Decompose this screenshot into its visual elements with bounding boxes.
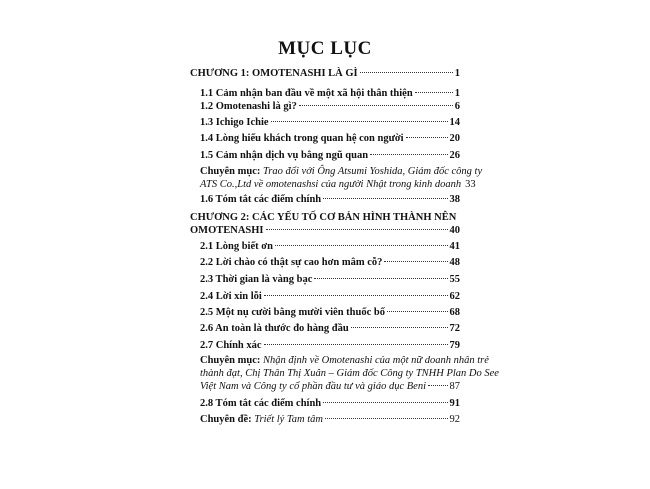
dot-leader xyxy=(428,385,448,386)
item-title: 1.5 Cảm nhận dịch vụ bằng ngũ quan xyxy=(200,150,369,161)
toc-chapter-2[interactable] xyxy=(190,211,460,237)
item-title: 1.3 Ichigo Ichie xyxy=(200,117,269,128)
item-page: 1 xyxy=(454,88,460,99)
item-page: 26 xyxy=(449,150,460,161)
item-page: 91 xyxy=(449,398,460,409)
dot-leader xyxy=(323,198,447,199)
special-page: 33 xyxy=(465,179,476,190)
dot-leader xyxy=(271,121,448,122)
dot-leader xyxy=(314,278,447,279)
toc-item-1-4[interactable] xyxy=(200,133,460,144)
dot-leader xyxy=(351,327,448,328)
item-title: 1.4 Lòng hiếu khách trong quan hệ con người xyxy=(200,133,404,144)
item-title: 2.7 Chính xác xyxy=(200,340,262,351)
item-page: 79 xyxy=(449,340,460,351)
item-page: 48 xyxy=(449,257,460,268)
item-title: 1.1 Cảm nhận ban đầu về một xã hội thân thiện xyxy=(200,88,413,99)
special-page: 87 xyxy=(449,381,460,392)
topic-text: Triết lý Tam tâm xyxy=(251,414,324,425)
item-title: 2.8 Tóm tắt các điểm chính xyxy=(200,398,322,409)
item-title: 2.1 Lòng biết ơn xyxy=(200,241,273,252)
item-title: 2.2 Lời chào có thật sự cao hơn mâm cỗ? xyxy=(200,257,383,268)
toc-item-1-5[interactable] xyxy=(200,150,460,161)
item-page: 20 xyxy=(449,133,460,144)
chapter-1-page: 1 xyxy=(454,68,460,79)
toc-item-2-1[interactable] xyxy=(200,241,460,252)
toc-item-2-7[interactable] xyxy=(200,340,460,351)
item-page: 6 xyxy=(454,101,460,112)
dot-leader xyxy=(323,402,447,403)
dot-leader xyxy=(384,261,447,262)
item-title: 1.2 Omotenashi là gì? xyxy=(200,101,297,112)
dot-leader xyxy=(266,229,448,230)
toc-title: MỤC LỤC xyxy=(278,38,372,59)
toc-item-1-2[interactable] xyxy=(200,101,460,112)
dot-leader xyxy=(264,344,448,345)
special-label: Chuyên mục: xyxy=(200,355,261,366)
special-text: ATS Co.,Ltd về omotenashsi của người Nhật trong kinh doanh xyxy=(200,179,462,190)
item-page: 41 xyxy=(449,241,460,252)
topic-label: Chuyên đề: xyxy=(200,414,252,425)
item-page: 62 xyxy=(449,291,460,302)
toc-item-2-4[interactable] xyxy=(200,291,460,302)
item-page: 68 xyxy=(449,307,460,318)
toc-item-1-6[interactable] xyxy=(200,194,460,205)
item-title: 1.6 Tóm tắt các điểm chính xyxy=(200,194,322,205)
dot-leader xyxy=(360,72,453,73)
dot-leader xyxy=(264,295,448,296)
toc-special-1[interactable] xyxy=(200,165,483,191)
item-page: 14 xyxy=(449,117,460,128)
item-page: 38 xyxy=(449,194,460,205)
item-title: 2.3 Thời gian là vàng bạc xyxy=(200,274,313,285)
dot-leader xyxy=(370,154,447,155)
special-text: Nhận định về Omotenashi của một nữ doanh nhân trẻ xyxy=(260,355,489,366)
toc-chapter-1[interactable] xyxy=(190,68,460,79)
chapter-2-page: 40 xyxy=(449,225,460,236)
chapter-2-title: CHƯƠNG 2: CÁC YẾU TỐ CƠ BẢN HÌNH THÀNH NÊN xyxy=(190,212,457,223)
special-text: Trao đổi với Ông Atsumi Yoshida, Giám đốc công ty xyxy=(260,166,483,177)
dot-leader xyxy=(406,137,448,138)
dot-leader xyxy=(387,311,448,312)
chapter-2-title: OMOTENASHI xyxy=(190,225,264,236)
chapter-1-title: CHƯƠNG 1: OMOTENASHI LÀ GÌ xyxy=(190,68,358,79)
topic-page: 92 xyxy=(449,414,460,425)
special-text: Việt Nam và Công ty cổ phần đầu tư và giáo dục Beni xyxy=(200,381,426,392)
toc-item-2-5[interactable] xyxy=(200,307,460,318)
item-title: 2.4 Lời xin lỗi xyxy=(200,291,262,302)
dot-leader xyxy=(325,418,447,419)
dot-leader xyxy=(299,105,453,106)
item-title: 2.6 An toàn là thước đo hàng đầu xyxy=(200,323,349,334)
item-page: 55 xyxy=(449,274,460,285)
special-label: Chuyên mục: xyxy=(200,166,261,177)
toc-item-2-8[interactable] xyxy=(200,398,460,409)
dot-leader xyxy=(275,245,448,246)
toc-special-2[interactable] xyxy=(200,354,499,393)
dot-leader xyxy=(415,92,453,93)
toc-item-1-1[interactable] xyxy=(200,88,460,99)
toc-item-1-3[interactable] xyxy=(200,117,460,128)
special-text: thành đạt, Chị Thân Thị Xuân – Giám đốc Công ty TNHH Plan Do See xyxy=(200,368,499,379)
item-title: 2.5 Một nụ cười bằng mười viên thuốc bổ xyxy=(200,307,385,318)
toc-item-2-6[interactable] xyxy=(200,323,460,334)
item-page: 72 xyxy=(449,323,460,334)
toc-topic[interactable] xyxy=(200,414,460,425)
toc-item-2-2[interactable] xyxy=(200,257,460,268)
toc-item-2-3[interactable] xyxy=(200,274,460,285)
